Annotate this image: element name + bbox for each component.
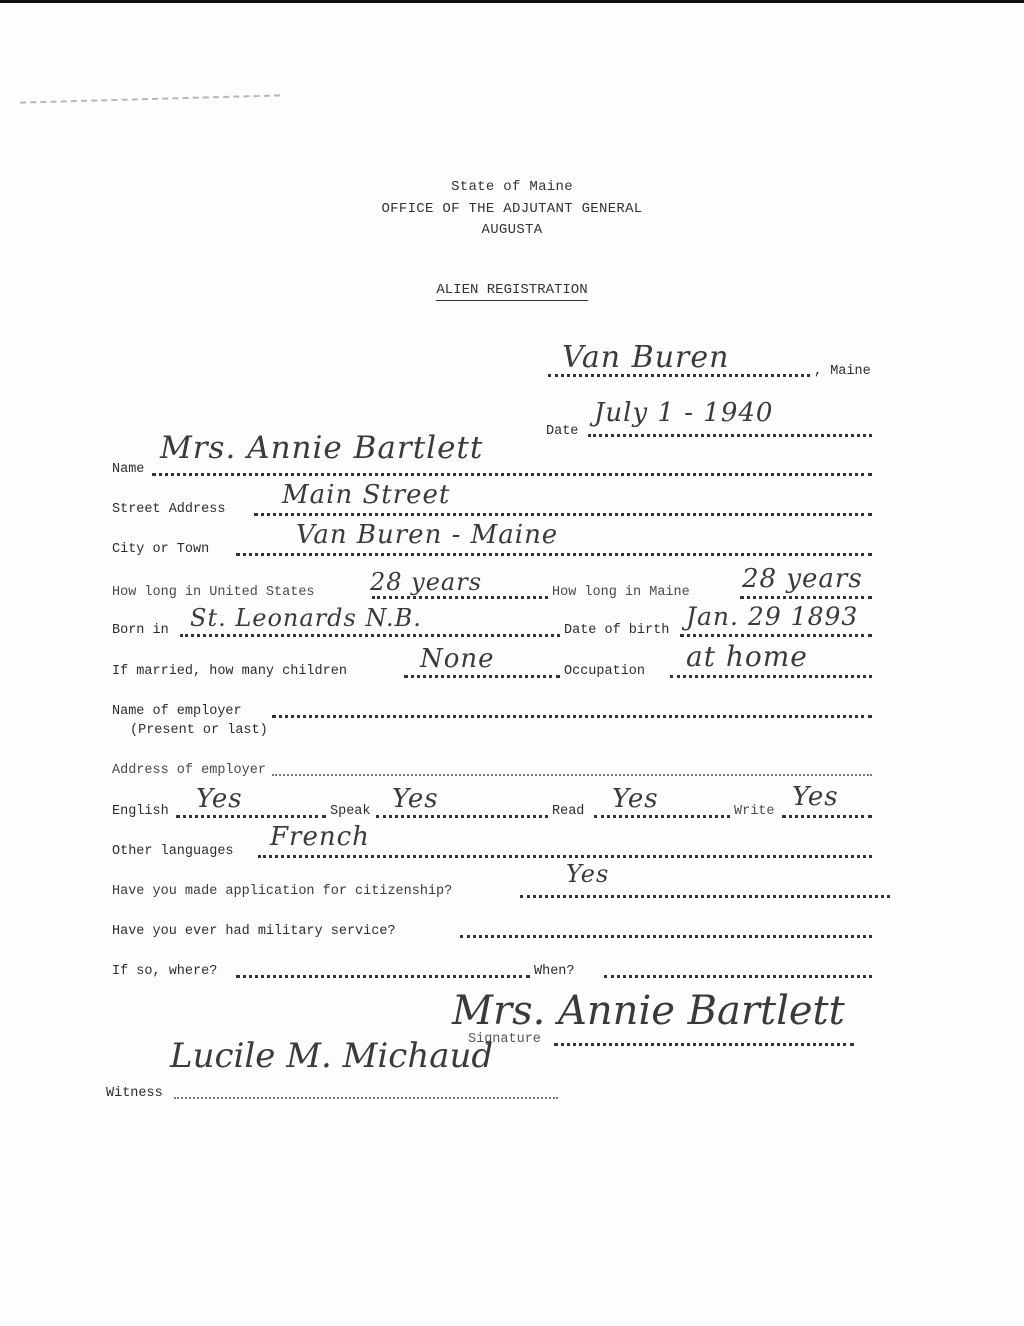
children-label: If married, how many children	[112, 664, 347, 679]
occupation-label: Occupation	[564, 664, 646, 679]
top-border	[0, 0, 1024, 3]
other-languages-value: French	[270, 822, 370, 852]
english-value: Yes	[196, 784, 243, 814]
how-long-us-value: 28 years	[370, 568, 483, 596]
children-dotted-line	[404, 675, 560, 678]
born-in-value: St. Leonards N.B.	[190, 604, 422, 632]
employer-sublabel: (Present or last)	[130, 723, 268, 738]
citizenship-label: Have you made application for citizenship?	[112, 884, 453, 899]
employer-dotted-line	[272, 715, 872, 718]
header-city: AUGUSTA	[481, 222, 543, 238]
when-dotted-line	[604, 975, 872, 978]
date-value: July 1 - 1940	[594, 398, 774, 428]
how-long-maine-label: How long in Maine	[552, 585, 690, 600]
town-dotted-line	[548, 374, 810, 377]
dob-label: Date of birth	[564, 623, 670, 638]
employer-address-dotted-line	[272, 774, 872, 776]
english-dotted-line	[176, 815, 326, 818]
when-label: When?	[534, 964, 575, 979]
other-languages-dotted-line	[258, 855, 872, 858]
dob-dotted-line	[680, 634, 872, 637]
street-label: Street Address	[112, 502, 226, 517]
how-long-maine-dotted-line	[740, 596, 872, 599]
state-suffix: , Maine	[814, 364, 871, 379]
witness-dotted-line	[174, 1097, 558, 1099]
write-label: Write	[734, 804, 775, 819]
military-label: Have you ever had military service?	[112, 924, 396, 939]
witness-label: Witness	[106, 1086, 163, 1101]
signature-value: Mrs. Annie Bartlett	[452, 988, 845, 1034]
name-dotted-line	[152, 473, 872, 476]
children-value: None	[420, 644, 495, 674]
street-dotted-line	[254, 513, 872, 516]
military-dotted-line	[460, 935, 872, 938]
form-title: ALIEN REGISTRATION	[0, 282, 1024, 298]
header-state: State of Maine	[451, 179, 573, 195]
witness-value: Lucile M. Michaud	[170, 1036, 494, 1076]
employer-label: Name of employer	[112, 704, 242, 719]
how-long-maine-value: 28 years	[742, 564, 863, 594]
town-handwritten: Van Buren	[562, 340, 730, 375]
born-in-label: Born in	[112, 623, 169, 638]
speak-dotted-line	[376, 815, 548, 818]
read-value: Yes	[612, 784, 659, 814]
city-dotted-line	[236, 553, 872, 556]
born-in-dotted-line	[180, 634, 560, 637]
header-office: OFFICE OF THE ADJUTANT GENERAL	[381, 201, 643, 217]
how-long-us-label: How long in United States	[112, 585, 315, 600]
name-value: Mrs. Annie Bartlett	[160, 430, 484, 466]
signature-label: Signature	[468, 1032, 541, 1047]
scan-edge-mark	[20, 94, 280, 103]
occupation-dotted-line	[670, 675, 872, 678]
city-label: City or Town	[112, 542, 210, 557]
how-long-us-dotted-line	[372, 596, 548, 599]
write-dotted-line	[782, 815, 872, 818]
dob-value: Jan. 29 1893	[686, 602, 859, 631]
where-label: If so, where?	[112, 964, 218, 979]
citizenship-value: Yes	[566, 860, 610, 888]
date-dotted-line	[588, 434, 872, 437]
read-dotted-line	[594, 815, 730, 818]
read-label: Read	[552, 804, 585, 819]
other-languages-label: Other languages	[112, 844, 234, 859]
signature-dotted-line	[554, 1043, 854, 1046]
citizenship-dotted-line	[520, 895, 890, 898]
employer-address-label: Address of employer	[112, 763, 266, 778]
occupation-value: at home	[686, 640, 808, 673]
name-label: Name	[112, 462, 145, 477]
write-value: Yes	[792, 782, 839, 812]
speak-value: Yes	[392, 784, 439, 814]
date-label: Date	[546, 424, 579, 439]
street-value: Main Street	[282, 480, 451, 510]
where-dotted-line	[236, 975, 530, 978]
speak-label: Speak	[330, 804, 371, 819]
city-value: Van Buren - Maine	[296, 520, 559, 550]
english-label: English	[112, 804, 169, 819]
